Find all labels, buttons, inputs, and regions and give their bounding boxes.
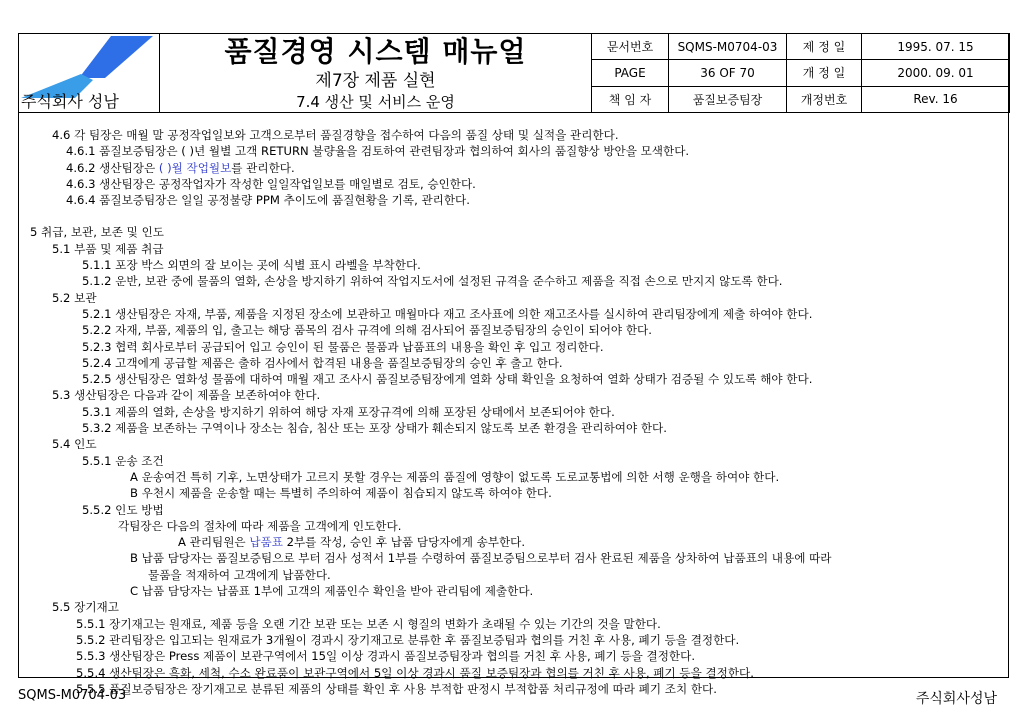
body-line [22,665,1007,681]
body-line [22,469,1007,485]
footer-company: 주식회사성남 [915,691,997,707]
line-text-tail: 2부를 작성, 승인 후 납품 담당자에게 송부한다. [282,535,526,550]
highlighted-text: 납품표 [249,535,283,550]
body-line [22,518,1007,534]
line-text: 4.6.2 생산팀장은 [66,160,159,175]
line-text: A 관리팀원은 [178,535,250,550]
line-text: 각팀장은 다음의 절차에 따라 제품을 고객에게 인도한다. [118,518,402,533]
body-line [22,436,1007,452]
line-text: 5.1.2 운반, 보관 중에 물품의 열화, 손상을 방지하기 위하여 작업지도서에 설정된 규격을 준수하고 제품을 직접 손으로 만지지 않도록 한다. [82,274,783,289]
line-text: 5.2 보관 [52,290,97,305]
body-line [22,192,1007,208]
highlighted-text: ( )월 작업월보 [158,160,232,175]
line-text: 물품을 적재하여 고객에게 납품한다. [148,567,331,582]
rev-no-label: 개정번호 [787,86,862,112]
company-name: 주식회사 성남 [21,92,119,111]
line-text: 5.2.1 생산팀장은 자재, 부품, 제품을 지정된 장소에 보관하고 매월마다 재고 조사표에 의한 재고조사를 실시하여 관리팀장에게 제출 하여야 한다. [82,306,813,321]
body-line [22,241,1007,257]
body-line [22,224,1007,240]
resp-label: 책 임 자 [592,86,669,112]
line-text: 5.5.2 관리팀장은 입고되는 원재료가 3개월이 경과시 장기재고로 분류한 후 품질보증팀과 협의를 거친 후 사용, 폐기 등을 결정한다. [76,632,740,647]
line-text: 5.5.3 생산팀장은 Press 제품이 보관구역에서 15일 이상 경과시 품질보증팀장과 협의를 거친 후 사용, 폐기 등을 결정한다. [76,649,695,664]
page-value: 36 OF 70 [669,60,787,86]
body-line [22,143,1007,159]
line-text: A 운송여건 특히 기후, 노면상태가 고르지 못할 경우는 제품의 품질에 영향이 없도록 도로교통법에 의한 서행 운행을 하여야 한다. [130,469,780,484]
line-text: 5.3 생산팀장은 다음과 같이 제품을 보존하여야 한다. [52,388,321,403]
body-line [22,355,1007,371]
body-line [22,257,1007,273]
body-line [22,404,1007,420]
body-line [22,583,1007,599]
chapter-title: 제7장 제품 실현 [315,71,436,91]
body-line [22,534,1007,550]
body-line [22,176,1007,192]
body-line [22,485,1007,501]
page-label: PAGE [592,60,669,86]
body-line [22,616,1007,632]
doc-no-label: 문서번호 [592,34,669,60]
line-text: 5.4 인도 [52,437,97,452]
company-logo-cell [19,34,160,113]
body-line [22,160,1007,176]
line-text: 5.5.5 품질보증팀장은 장기재고로 분류된 제품의 상태를 확인 후 사용 부적합 판정시 부적합품 처리규정에 따라 폐기 조치 한다. [76,681,717,696]
line-text: 5.2.3 협력 회사로부터 공급되어 입고 승인이 된 물품은 물품과 납품표의 내용을 확인 후 입고 정리한다. [82,339,604,354]
line-text: 4.6.3 생산팀장은 공정작업자가 작성한 일일작업일보를 매일별로 검토, 승인한다. [66,176,476,191]
body-line [22,567,1007,583]
body-line [22,387,1007,403]
line-text: 5.2.4 고객에게 공급할 제품은 출하 검사에서 합격된 내용을 품질보증팀장의 승인 후 출고 한다. [82,355,563,370]
body-line [22,502,1007,518]
body-line [22,648,1007,664]
line-text: 4.6.4 품질보증팀장은 일일 공정불량 PPM 추이도에 품질현황을 기록, 관리한다. [66,193,470,208]
title-cell [160,34,592,113]
body-line [22,371,1007,387]
line-text: 5.1.1 포장 박스 외면의 잘 보이는 곳에 식별 표시 라벨을 부착한다. [82,258,421,273]
rev-no-value: Rev. 16 [862,86,1010,112]
line-text: 5.5 장기재고 [52,600,119,615]
line-text: 5.3.2 제품을 보존하는 구역이나 장소는 침습, 침산 또는 포장 상태가 훼손되지 않도록 보존 환경을 관리하여야 한다. [82,421,667,436]
resp-value: 품질보증팀장 [669,86,787,112]
body-line [22,550,1007,566]
footer-doc-id: SQMS-M0704-03 [18,688,127,703]
rev-date-value: 2000. 09. 01 [862,60,1010,86]
body-line [22,339,1007,355]
line-text-tail: 를 관리한다. [231,160,295,175]
body-line [22,453,1007,469]
paragraph-gap [22,208,1007,224]
line-text: 5.2.5 생산팀장은 열화성 물품에 대하여 매월 재고 조사시 품질보증팀장에게 열화 상태 확인을 요청하여 열화 상태가 검증될 수 있도록 해야 한다. [82,372,813,387]
body-line [22,127,1007,143]
line-text: 5.5.1 장기재고는 원재료, 제품 등을 오랜 기간 보관 또는 보존 시 형질의 변화가 초래될 수 있는 기간의 것을 말한다. [76,616,661,631]
line-text: B 우천시 제품을 운송할 때는 특별히 주의하여 제품이 침습되지 않도록 하여야 한다. [130,486,552,501]
doc-no-value: SQMS-M0704-03 [669,34,787,60]
line-text: 5.2.2 자재, 부품, 제품의 입, 출고는 해당 품목의 검사 규격에 의해 검사되어 품질보증팀장의 승인이 되어야 한다. [82,323,652,338]
body-line [22,306,1007,322]
enact-value: 1995. 07. 15 [862,34,1010,60]
line-text: 5 취급, 보관, 보존 및 인도 [30,225,164,240]
line-text: B 납품 담당자는 품질보증팀으로 부터 검사 성적서 1부를 수령하여 품질보증팀으로부터 검사 완료된 제품을 상차하여 납품표의 내용에 따라 [130,551,832,566]
line-text: 4.6.1 품질보증팀장은 ( )년 월별 고객 RETURN 불량율을 검토하여 관련팀장과 협의하여 회사의 품질향상 방안을 모색한다. [66,144,690,159]
line-text: 5.1 부품 및 제품 취급 [52,241,164,256]
body-line [22,290,1007,306]
body-line [22,273,1007,289]
body-line [22,322,1007,338]
rev-date-label: 개 정 일 [787,60,862,86]
body-line [22,681,1007,697]
body-line [22,632,1007,648]
section-title: 7.4 생산 및 서비스 운영 [296,93,455,111]
document-header [18,33,1010,113]
document-body [22,127,1007,697]
body-line [22,599,1007,615]
line-text: 5.5.1 운송 조건 [82,453,164,468]
manual-title: 품질경영 시스템 매뉴얼 [224,35,527,68]
enact-label: 제 정 일 [787,34,862,60]
body-line [22,420,1007,436]
line-text: 4.6 각 팀장은 매월 말 공정작업일보와 고객으로부터 품질경향을 접수하여 다음의 품질 상태 및 실적을 관리한다. [52,128,619,142]
line-text: 5.3.1 제품의 열화, 손상을 방지하기 위하여 해당 자재 포장규격에 의해 포장된 상태에서 보존되어야 한다. [82,404,615,419]
line-text: 5.5.2 인도 방법 [82,502,164,517]
line-text: 5.5.4 생산팀장은 흑화, 세척, 수소 완료품이 보관구역에서 5일 이상 경과시 품질 보증팀장과 협의를 거친 후 사용, 폐기 등을 결정한다. [76,665,754,680]
line-text: C 납품 담당자는 납품표 1부에 고객의 제품인수 확인을 받아 관리팀에 제출한다. [130,584,534,599]
